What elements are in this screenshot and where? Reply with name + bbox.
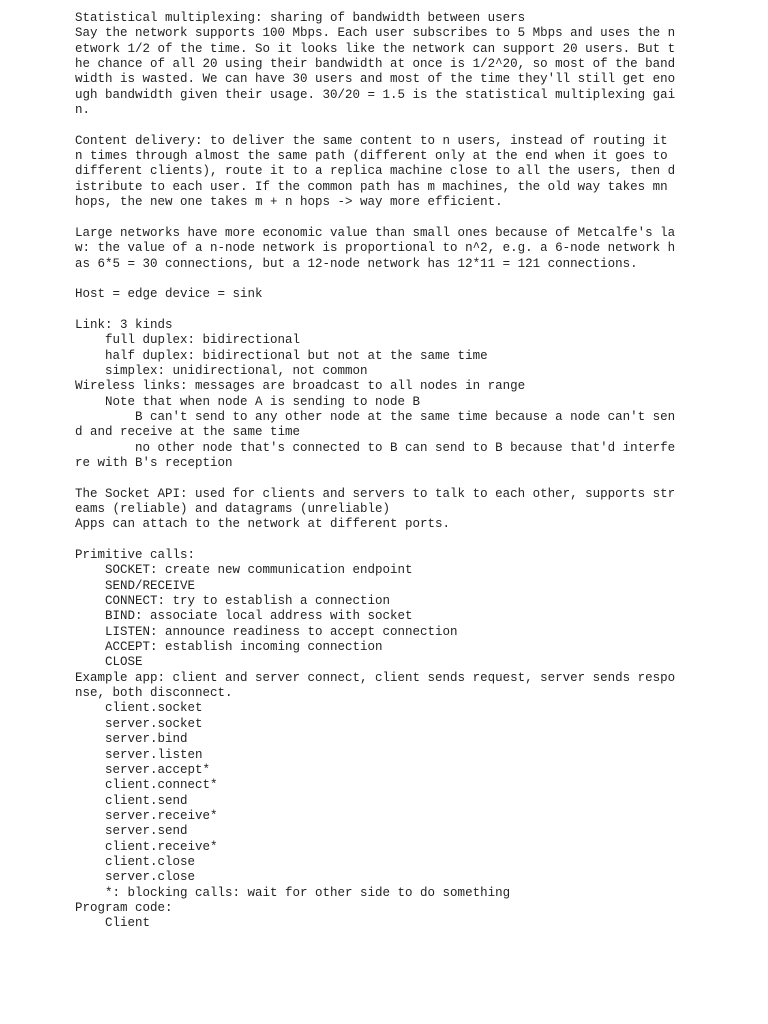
text-line: CONNECT: try to establish a connection [75,594,391,609]
document-page [75,11,695,932]
text-line: SEND/RECEIVE [75,578,196,593]
text-line: Apps can attach to the network at different ports. [75,517,451,532]
text-line: simplex: unidirectional, not common [75,363,368,378]
blank-line [75,210,695,225]
text-line: n times through almost the same path (different only at the end when it goes to [75,149,668,164]
text-line: server.listen [75,747,203,762]
text-line: half duplex: bidirectional but not at the same time [75,348,488,363]
text-line: Note that when node A is sending to node B [75,394,421,409]
text-line: eams (reliable) and datagrams (unreliable) [75,502,391,516]
text-line: server.send [75,824,188,839]
blank-line [75,471,695,486]
text-line: BIND: associate local address with socket [75,609,413,624]
text-line: re with B's reception [75,455,233,470]
text-line: client.connect* [75,778,218,793]
text-line: server.close [75,870,196,885]
text-line: Program code: [75,900,173,915]
text-line: ACCEPT: establish incoming connection [75,640,383,655]
text-line: Host = edge device = sink [75,287,263,302]
text-line: server.bind [75,732,188,747]
text-line: client.send [75,793,188,808]
text-line: B can't send to any other node at the same time because a node can't sen [75,409,676,424]
blank-line [75,303,695,318]
text-line: Say the network supports 100 Mbps. Each user subscribes to 5 Mbps and uses the n [75,26,676,41]
text-line: Content delivery: to deliver the same content to n users, instead of routing it [75,133,668,148]
text-line: no other node that's connected to B can send to B because that'd interfe [75,440,676,455]
blank-line [75,533,695,548]
text-line: SOCKET: create new communication endpoint [75,563,413,578]
text-line: full duplex: bidirectional [75,333,301,348]
text-line: Link: 3 kinds [75,317,173,332]
text-line: w: the value of a n-node network is proportional to n^2, e.g. a 6-node network h [75,241,676,256]
text-line: different clients), route it to a replica machine close to all the users, then d [75,164,676,179]
text-line: server.socket [75,716,203,731]
text-line: he chance of all 20 using their bandwidth at once is 1/2^20, so most of the band [75,57,676,72]
text-line: client.close [75,854,196,869]
text-line: Statistical multiplexing: sharing of bandwidth between users [75,11,526,25]
text-line: istribute to each user. If the common path has m machines, the old way takes mn [75,179,668,194]
text-line: n. [75,103,91,118]
text-line: etwork 1/2 of the time. So it looks like the network can support 20 users. But t [75,41,676,56]
text-line: Primitive calls: [75,548,196,563]
text-line: d and receive at the same time [75,425,301,440]
text-line: Wireless links: messages are broadcast to all nodes in range [75,379,526,394]
text-line: LISTEN: announce readiness to accept connection [75,624,458,639]
text-line: Large networks have more economic value than small ones because of Metcalfe's la [75,225,676,240]
text-line: server.receive* [75,808,218,823]
text-line: CLOSE [75,655,143,670]
text-line: width is wasted. We can have 30 users and most of the time they'll still get eno [75,72,676,87]
text-line: client.receive* [75,839,218,854]
text-line: Example app: client and server connect, client sends request, server sends respo [75,670,676,685]
text-line: Client [75,916,151,931]
blank-line [75,118,695,133]
text-line: server.accept* [75,762,211,777]
text-line: The Socket API: used for clients and servers to talk to each other, supports str [75,486,676,501]
text-line: hops, the new one takes m + n hops -> way more efficient. [75,195,503,210]
text-line: *: blocking calls: wait for other side to do something [75,885,511,900]
text-line: ugh bandwidth given their usage. 30/20 = 1.5 is the statistical multiplexing gai [75,87,676,102]
text-line: nse, both disconnect. [75,686,233,701]
text-line: client.socket [75,701,203,716]
text-line: as 6*5 = 30 connections, but a 12-node network has 12*11 = 121 connections. [75,256,638,271]
blank-line [75,272,695,287]
